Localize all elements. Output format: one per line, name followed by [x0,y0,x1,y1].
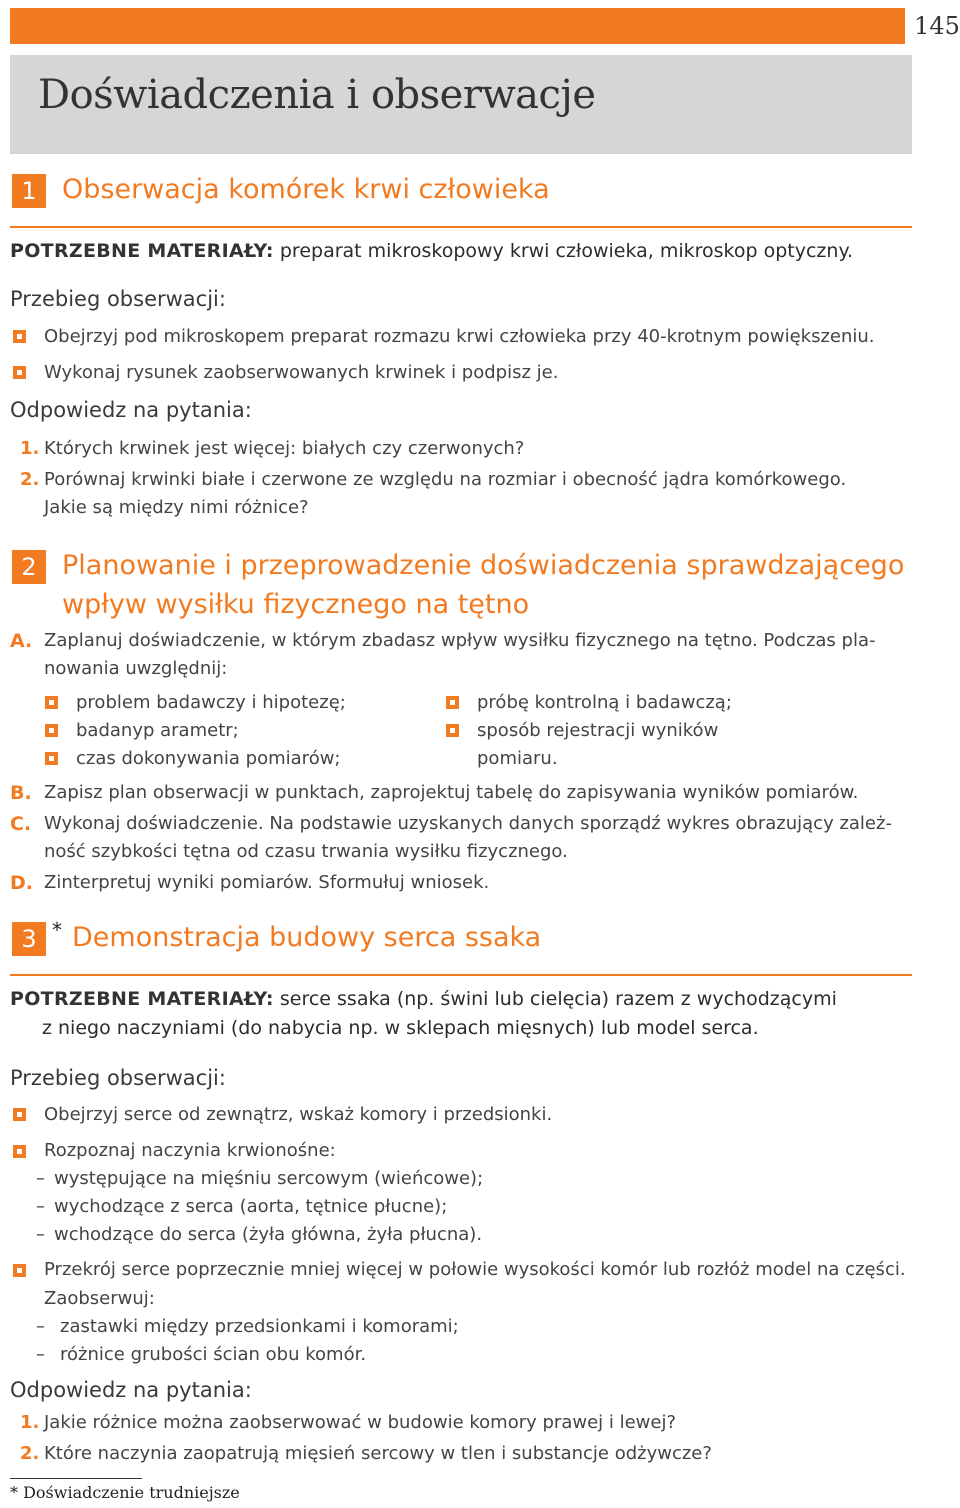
consideration-item: sposób rejestracji wyników [477,720,719,741]
question-text: Jakie różnice można zaobserwować w budowie komory prawej i lewej? [44,1412,677,1433]
section-3-materials [10,985,837,1013]
vessel-item: wchodzące do serca (żyła główna, żyła płucna). [54,1224,483,1245]
section-1-procedure-heading: Przebieg obserwacji: [10,287,226,311]
task-letter: A. [10,630,33,652]
task-text: Zapisz plan obserwacji w punktach, zaprojektuj tabelę do zapisywania wyników pomiarów. [44,782,859,803]
question-number: 2. [20,1443,40,1464]
task-text: nowania uwzględnij: [44,658,228,679]
section-2-title: Planowanie i przeprowadzenie doświadczenia sprawdzającego [62,550,905,581]
materials-label: POTRZEBNE MATERIAŁY: [10,988,274,1010]
dash: – [36,1196,45,1217]
section-3-divider [10,974,912,976]
bullet-icon [13,1264,26,1277]
task-letter: D. [10,872,33,894]
section-3-questions-heading: Odpowiedz na pytania: [10,1378,252,1402]
task-text: Wykonaj doświadczenie. Na podstawie uzyskanych danych sporządź wykres obrazujący zależ- [44,813,892,834]
page-title: Doświadczenia i obserwacje [38,72,596,118]
section-1-title: Obserwacja komórek krwi człowieka [62,174,550,205]
section-3-step: Rozpoznaj naczynia krwionośne: [44,1140,336,1161]
section-2-title: wpływ wysiłku fizycznego na tętno [62,589,530,620]
task-text: Zinterpretuj wyniki pomiarów. Sformułuj wniosek. [44,872,490,893]
vessel-item: występujące na mięśniu sercowym (wieńcowe); [54,1168,484,1189]
bullet-icon [45,752,58,765]
dash: – [36,1316,45,1337]
consideration-item: pomiaru. [477,748,558,769]
consideration-item: badanyp arametr; [76,720,239,741]
vessel-item: wychodzące z serca (aorta, tętnice płucne); [54,1196,448,1217]
bullet-icon [446,696,459,709]
task-text: Zaplanuj doświadczenie, w którym zbadasz wpływ wysiłku fizycznego na tętno. Podczas pla- [44,630,876,651]
dash: – [36,1168,45,1189]
bullet-icon [13,1108,26,1121]
section-3-procedure-heading: Przebieg obserwacji: [10,1066,226,1090]
section-3-number: 3 [12,922,46,956]
section-3-step: Przekrój serce poprzecznie mniej więcej w połowie wysokości komór lub rozłóż model na części. [44,1259,906,1280]
materials-text: z niego naczyniami (do nabycia np. w sklepach mięsnych) lub model serca. [42,1017,759,1039]
footnote-rule [10,1478,142,1479]
question-text: Porównaj krwinki białe i czerwone ze względu na rozmiar i obecność jądra komórkowego. [44,469,847,490]
section-1-step: Wykonaj rysunek zaobserwowanych krwinek i podpisz je. [44,362,559,383]
bullet-icon [446,724,459,737]
materials-text: preparat mikroskopowy krwi człowieka, mikroskop optyczny. [279,240,854,262]
page-number: 145 [914,12,960,40]
observe-item: różnice grubości ścian obu komór. [60,1344,367,1365]
task-text: ność szybkości tętna od czasu trwania wysiłku fizycznego. [44,841,568,862]
task-letter: B. [10,782,32,804]
question-text: Które naczynia zaopatrują mięsień sercowy w tlen i substancje odżywcze? [44,1443,712,1464]
consideration-item: czas dokonywania pomiarów; [76,748,341,769]
consideration-item: próbę kontrolną i badawczą; [477,692,732,713]
task-letter: C. [10,813,32,835]
bullet-icon [13,1145,26,1158]
question-number: 1. [20,1412,40,1433]
section-2-number: 2 [12,550,46,584]
question-number: 2. [20,469,40,490]
section-3-step: Zaobserwuj: [44,1288,155,1309]
section-3-step: Obejrzyj serce od zewnątrz, wskaż komory i przedsionki. [44,1104,553,1125]
bullet-icon [13,330,26,343]
header-bar [10,8,905,44]
section-1-divider [10,226,912,228]
section-1-questions-heading: Odpowiedz na pytania: [10,398,252,422]
dash: – [36,1224,45,1245]
section-1-step: Obejrzyj pod mikroskopem preparat rozmazu krwi człowieka przy 40-krotnym powiększeniu. [44,326,875,347]
section-1-materials [10,237,853,265]
consideration-item: problem badawczy i hipotezę; [76,692,346,713]
bullet-icon [45,724,58,737]
question-text: Jakie są między nimi różnice? [44,497,309,518]
section-3-title: Demonstracja budowy serca ssaka [72,922,542,953]
question-text: Których krwinek jest więcej: białych czy czerwonych? [44,438,525,459]
footnote: * Doświadczenie trudniejsze [10,1483,240,1502]
observe-item: zastawki między przedsionkami i komorami; [60,1316,459,1337]
star-icon: * [52,918,62,942]
bullet-icon [13,366,26,379]
bullet-icon [45,696,58,709]
dash: – [36,1344,45,1365]
section-1-number: 1 [12,174,46,208]
question-number: 1. [20,438,40,459]
materials-label: POTRZEBNE MATERIAŁY: [10,240,274,262]
materials-text: serce ssaka (np. świni lub cielęcia) razem z wychodzącymi [279,988,837,1010]
